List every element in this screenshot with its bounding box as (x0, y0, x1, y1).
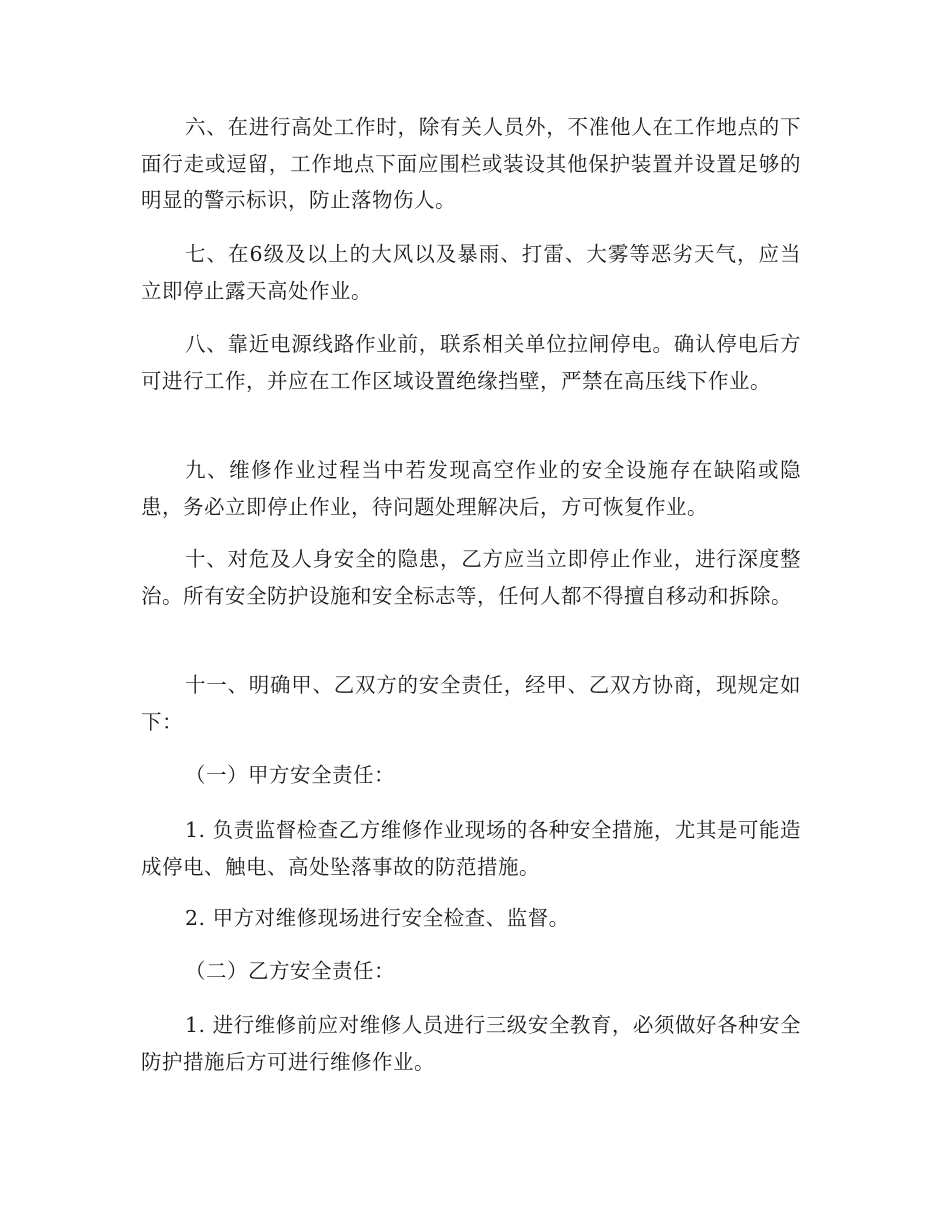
paragraph-8: 八、靠近电源线路作业前，联系相关单位拉闸停电。确认停电后方可进行工作，并应在工作区域设置绝缘挡壁，严禁在高压线下作业。 (141, 332, 801, 393)
paragraph-10: 十、对危及人身安全的隐患，乙方应当立即停止作业，进行深度整治。所有安全防护设施和安全标志等，任何人都不得擅自移动和拆除。 (141, 547, 801, 608)
party-a-item-1: 1. 负责监督检查乙方维修作业现场的各种安全措施，尤其是可能造成停电、触电、高处坠落事故的防范措施。 (141, 818, 801, 879)
paragraph-6: 六、在进行高处工作时，除有关人员外，不准他人在工作地点的下面行走或逗留，工作地点下面应围栏或装设其他保护装置并设置足够的明显的警示标识，防止落物伤人。 (141, 115, 801, 212)
paragraph-9: 九、维修作业过程当中若发现高空作业的安全设施存在缺陷或隐患，务必立即停止作业，待问题处理解决后，方可恢复作业。 (141, 458, 801, 519)
paragraph-7: 七、在6级及以上的大风以及暴雨、打雷、大雾等恶劣天气，应当立即停止露天高处作业。 (141, 242, 801, 303)
section-heading-party-b: （二）乙方安全责任： (185, 959, 395, 983)
paragraph-11: 十一、明确甲、乙双方的安全责任，经甲、乙双方协商，现规定如下： (141, 673, 801, 734)
section-heading-party-a: （一）甲方安全责任： (185, 763, 395, 787)
party-b-item-1: 1. 进行维修前应对维修人员进行三级安全教育，必须做好各种安全防护措施后方可进行维修作业。 (141, 1013, 801, 1074)
party-a-item-2: 2. 甲方对维修现场进行安全检查、监督。 (185, 906, 570, 930)
